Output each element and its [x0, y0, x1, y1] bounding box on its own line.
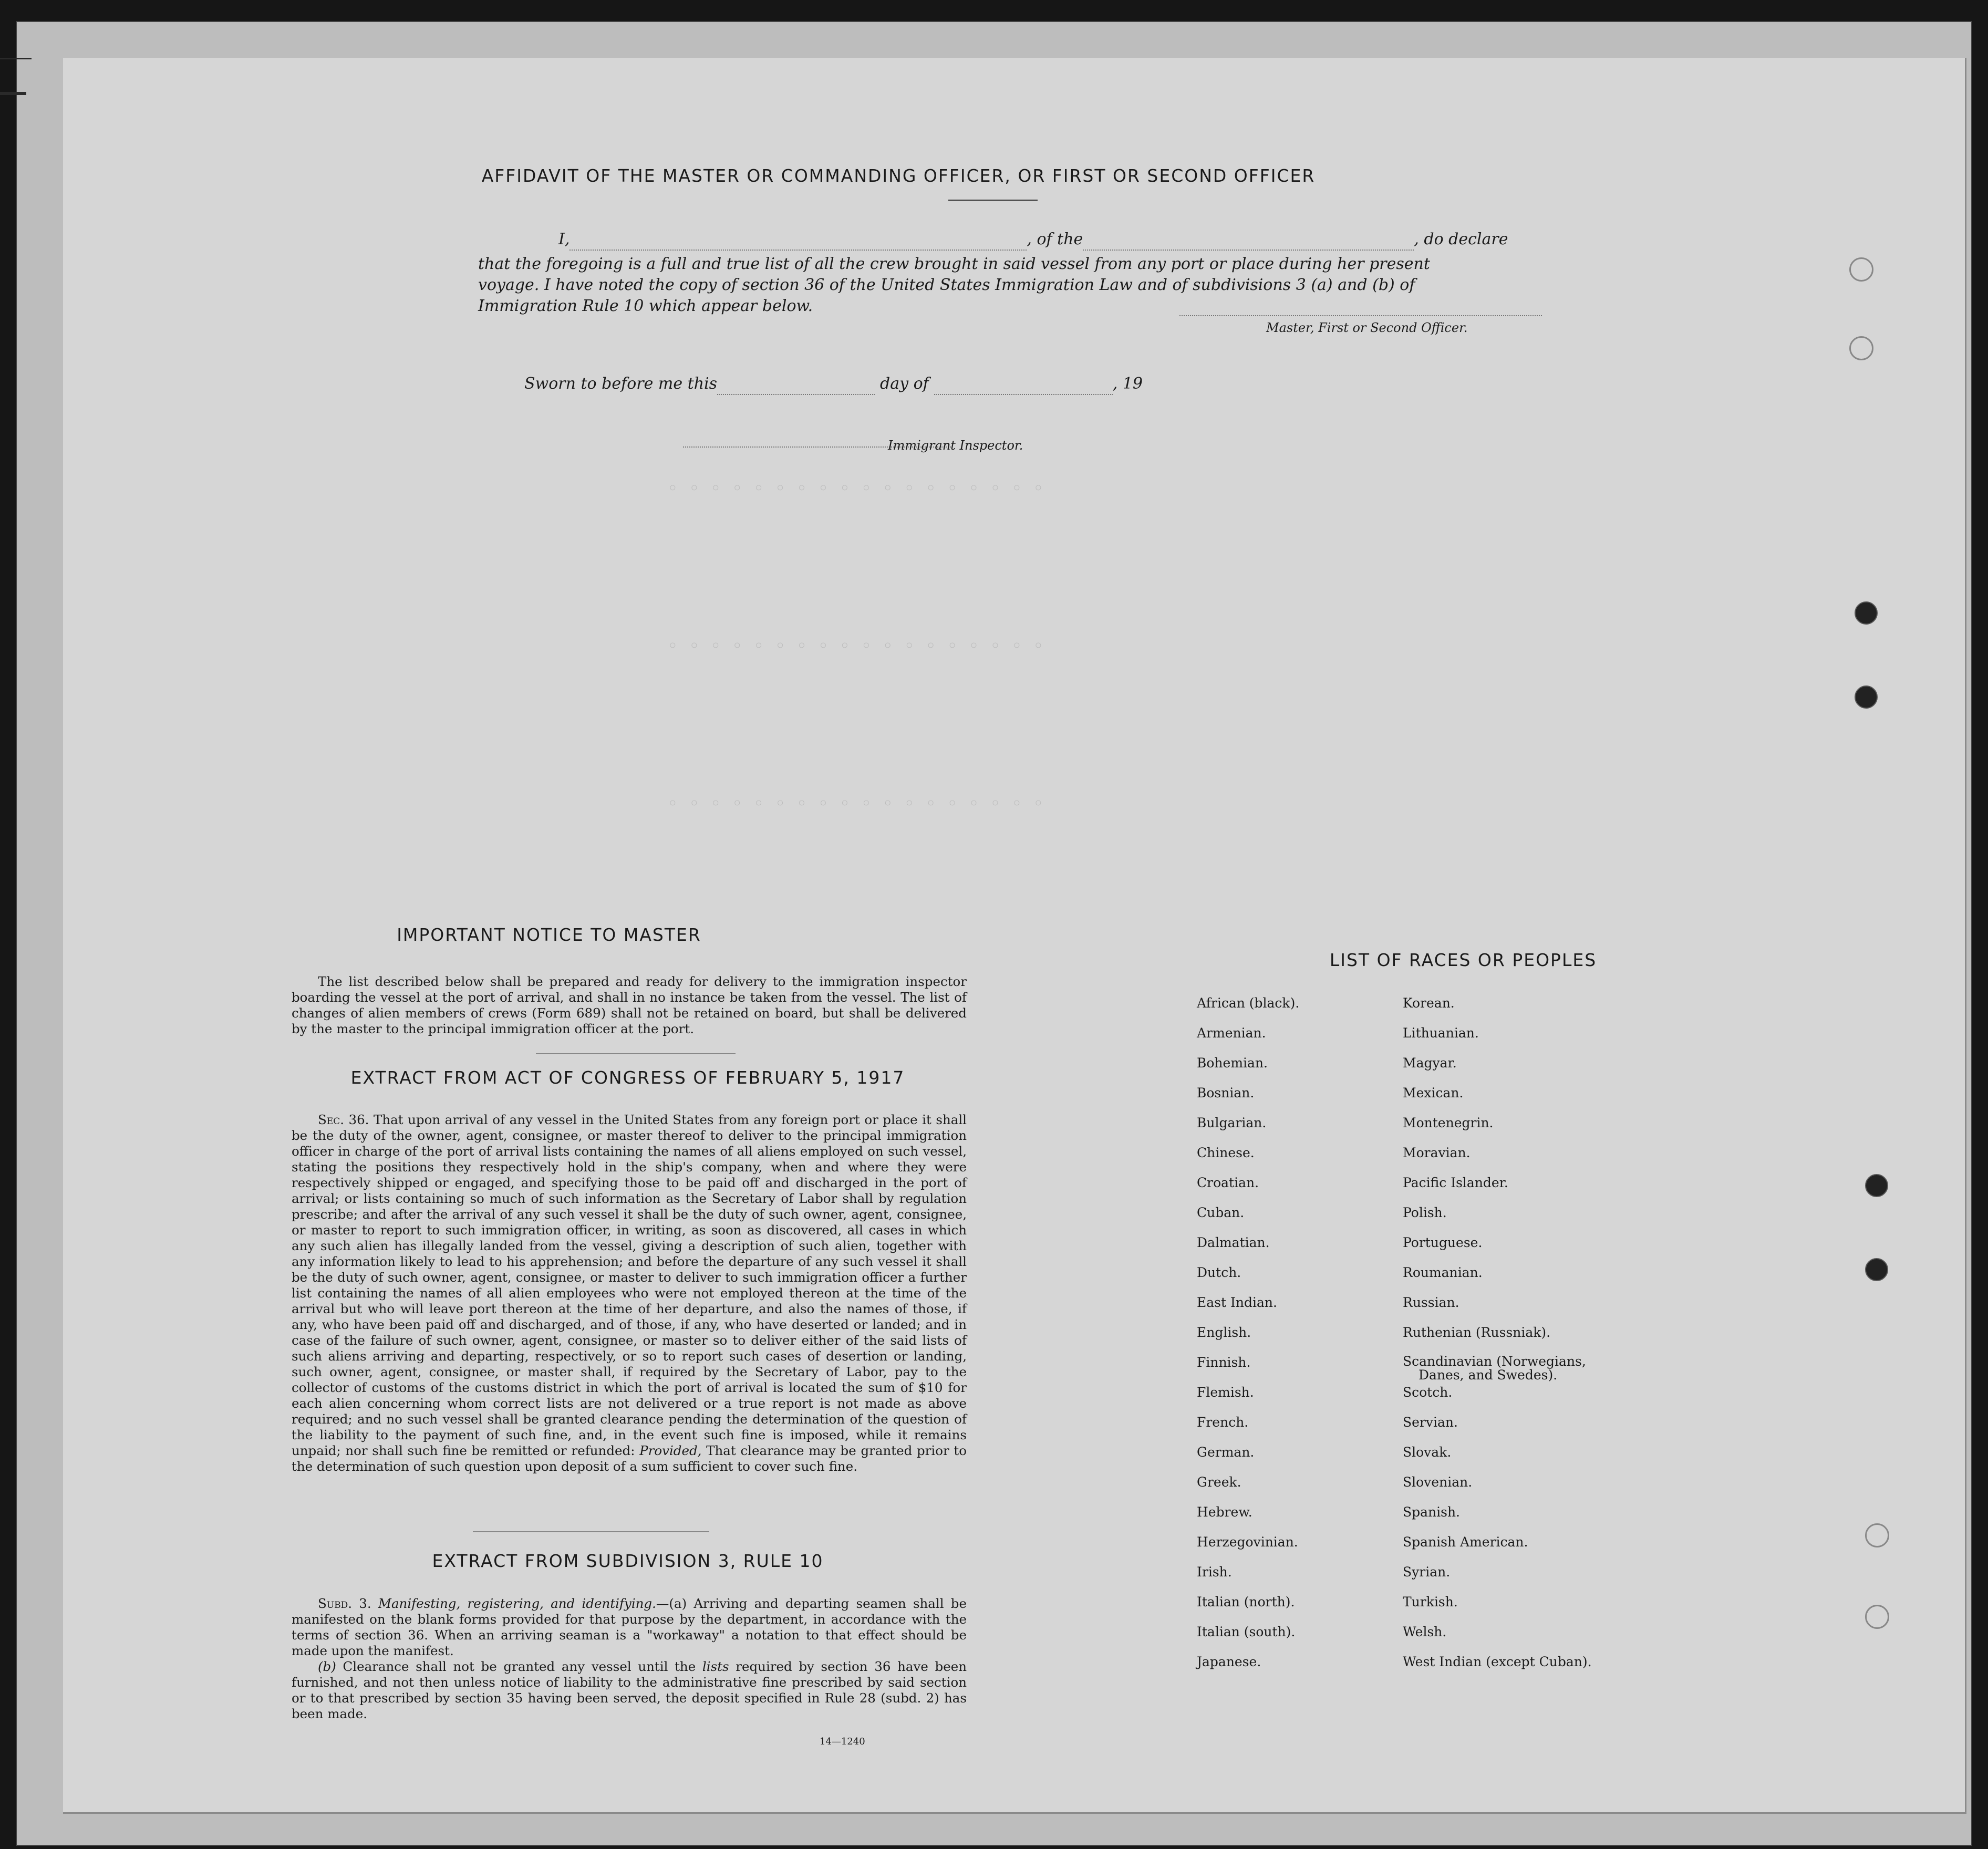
- race-item: Armenian.: [1197, 1025, 1266, 1041]
- act-body: That upon arrival of any vessel in the United States from any foreign port or place it shall be the duty of the owner, agent, consignee, or master thereof to deliver to the principal immigration officer in charge of the port of arrival lists containing the names of all aliens employed on such vessel, stating the positions they respectively hold in the ship's company, when and where they were respectively shipped or engaged, and specifying those to be paid off and discharged in the port of arrival; or lists containing so much of such information as the Secretary of Labor shall by regulation prescribe; and after the arrival of any such vessel it shall be the duty of such owner, agent, consignee, or master to report to such immigration officer, in writing, as soon as discovered, all cases in which any such alien has illegally landed from the vessel, giving a description of such alien, together with any information likely to lead to his apprehension; and before the departure of any such vessel it shall be the duty of such owner, agent, consignee, or master to deliver to such immigration officer a further list containing the names of all alien employees who were not employed thereon at the time of the arrival but who will leave port thereon at the time of her departure, and also the names of those, if any, who have been paid off and discharged, and of those, if any, who have deserted or landed; and in case of the failure of such owner, agent, consignee, or master so to deliver either of the said lists of such aliens arriving and departing, respectively, or so to report such cases of desertion or landing, such owner, agent, consignee, or master shall, if required by the Secretary of Labor, pay to the collector of customs of the customs district in which the port of arrival is located the sum of $10 for each alien concerning whom correct lists are not delivered or a true report is not made as above required; and no such vessel shall be granted clearance pending the determination of the question of the liability to the payment of such fine, and, in the event such fine is imposed, while it remains unpaid; nor shall such fine be remitted or refunded:: [292, 1112, 967, 1458]
- race-item: German.: [1197, 1445, 1255, 1460]
- races-title: LIST OF RACES OR PEOPLES: [1329, 950, 1597, 970]
- punch-hole: [1855, 601, 1878, 625]
- race-item: Turkish.: [1403, 1594, 1458, 1609]
- punch-hole: [1849, 336, 1873, 360]
- race-item: Spanish.: [1403, 1504, 1461, 1520]
- rule-part-b-1: Clearance shall not be granted any vessel until the: [343, 1659, 696, 1674]
- race-item: West Indian (except Cuban).: [1403, 1654, 1592, 1669]
- race-item: Welsh.: [1403, 1624, 1447, 1639]
- race-item: Cuban.: [1197, 1205, 1245, 1220]
- race-item: Dalmatian.: [1197, 1235, 1270, 1250]
- rule-part-b-label: (b): [318, 1659, 336, 1674]
- race-item: Portuguese.: [1403, 1235, 1483, 1250]
- bleed-through-text: ◦ ◦ ◦ ◦ ◦ ◦ ◦ ◦ ◦ ◦ ◦ ◦ ◦ ◦ ◦ ◦ ◦ ◦: [667, 793, 1044, 814]
- race-item: Servian.: [1403, 1415, 1458, 1430]
- race-item: East Indian.: [1197, 1295, 1277, 1310]
- affidavit-declare: , do declare: [1414, 230, 1508, 248]
- punch-hole: [1865, 1605, 1889, 1629]
- day-of-text: day of: [880, 375, 929, 393]
- race-item: Russian.: [1403, 1295, 1459, 1310]
- section-rule: [536, 1053, 736, 1054]
- race-item: Finnish.: [1197, 1355, 1251, 1370]
- affidavit-line-1: [522, 228, 1562, 251]
- race-item: Ruthenian (Russniak).: [1403, 1325, 1551, 1340]
- race-item: Bohemian.: [1197, 1055, 1268, 1071]
- race-item: Italian (north).: [1197, 1594, 1295, 1609]
- race-item: Italian (south).: [1197, 1624, 1296, 1639]
- sworn-line: [524, 373, 1312, 395]
- rule-part-b-lists: lists: [702, 1659, 729, 1674]
- bleed-through-text: ◦ ◦ ◦ ◦ ◦ ◦ ◦ ◦ ◦ ◦ ◦ ◦ ◦ ◦ ◦ ◦ ◦ ◦: [667, 636, 1044, 657]
- race-item: Magyar.: [1403, 1055, 1457, 1071]
- inspector-caption: Immigrant Inspector.: [888, 438, 1023, 453]
- races-left-column: [1197, 995, 1299, 1684]
- rule-extract-title: EXTRACT FROM SUBDIVISION 3, RULE 10: [432, 1551, 824, 1571]
- race-item: Slovak.: [1403, 1445, 1452, 1460]
- act-body-end: That clearance may be granted prior to the determination of such question upon deposit of a sum sufficient to cover such fine.: [292, 1443, 967, 1474]
- race-item-scandinavian: Scandinavian (Norwegians,: [1403, 1354, 1586, 1369]
- notice-title: IMPORTANT NOTICE TO MASTER: [397, 924, 701, 945]
- rule-part-a: —(a) Arriving and departing seamen shall be manifested on the blank forms provided for that purpose by the department, in accordance with the terms of section 36. When an arriving seaman is a "workaway" a notation to that effect should be made upon the manifest.: [292, 1596, 967, 1658]
- section-rule: [473, 1531, 709, 1532]
- race-item: Montenegrin.: [1403, 1115, 1494, 1130]
- subd-heading: Manifesting, registering, and identifying.: [378, 1596, 656, 1611]
- rule-part-b-2: required by section 36 have been furnished, and not then unless notice of liability to the administrative fine prescribed by said section or to that prescribed by section 35 having been served, the deposit specified in Rule 28 (subd. 2) has been made.: [292, 1659, 967, 1721]
- race-item: Flemish.: [1197, 1385, 1254, 1400]
- race-item: Croatian.: [1197, 1175, 1259, 1190]
- race-item: Pacific Islander.: [1403, 1175, 1508, 1190]
- notice-text: [292, 974, 967, 1037]
- race-item: English.: [1197, 1325, 1251, 1340]
- race-item: Roumanian.: [1403, 1265, 1483, 1280]
- form-number: 14—1240: [820, 1736, 865, 1747]
- affidavit-i: I,: [558, 230, 570, 248]
- sworn-text: Sworn to before me this: [524, 375, 718, 393]
- race-item: Chinese.: [1197, 1145, 1255, 1160]
- punch-hole: [1865, 1258, 1888, 1281]
- master-name-field[interactable]: [570, 250, 1027, 251]
- race-item: Lithuanian.: [1403, 1025, 1479, 1041]
- title-rule: [948, 200, 1038, 201]
- bleed-through-text: ◦ ◦ ◦ ◦ ◦ ◦ ◦ ◦ ◦ ◦ ◦ ◦ ◦ ◦ ◦ ◦ ◦ ◦: [667, 478, 1044, 499]
- race-item-scandinavian-cont: Danes, and Swedes).: [1418, 1367, 1558, 1383]
- race-item: African (black).: [1197, 995, 1300, 1011]
- affidavit-title: AFFIDAVIT OF THE MASTER OR COMMANDING OFFICER, OR FIRST OR SECOND OFFICER: [481, 165, 1316, 186]
- race-item: [1403, 1355, 1592, 1385]
- sec-label: Sec. 36.: [318, 1112, 369, 1127]
- race-item: Scotch.: [1403, 1385, 1453, 1400]
- race-item: Mexican.: [1403, 1085, 1464, 1100]
- signature-caption: Master, First or Second Officer.: [1266, 320, 1468, 335]
- race-item: Hebrew.: [1197, 1504, 1252, 1520]
- rule-extract-text: [292, 1596, 967, 1722]
- act-extract-text: [292, 1112, 967, 1474]
- act-provided: Provided,: [639, 1443, 702, 1458]
- race-item: Bosnian.: [1197, 1085, 1255, 1100]
- race-item: Irish.: [1197, 1564, 1232, 1580]
- race-item: Greek.: [1197, 1474, 1241, 1490]
- punch-hole: [1855, 685, 1878, 709]
- edge-mark: [0, 58, 32, 59]
- race-item: Dutch.: [1197, 1265, 1241, 1280]
- act-extract-title: EXTRACT FROM ACT OF CONGRESS OF FEBRUARY 5, 1917: [350, 1067, 905, 1088]
- day-field[interactable]: [717, 394, 875, 395]
- year-text: , 19: [1112, 375, 1143, 393]
- race-item: Slovenian.: [1403, 1474, 1473, 1490]
- affidavit-line-4: Immigration Rule 10 which appear below.: [478, 297, 813, 315]
- notice-body: The list described below shall be prepared and ready for delivery to the immigration inspector boarding the vessel at the port of arrival, and shall in no instance be taken from the vessel. The list of changes of alien members of crews (Form 689) shall not be retained on board, but shall be delivered by the master to the principal immigration officer at the port.: [292, 974, 967, 1036]
- month-field[interactable]: [934, 394, 1113, 395]
- race-item: Syrian.: [1403, 1564, 1451, 1580]
- race-item: Herzegovinian.: [1197, 1534, 1298, 1550]
- race-item: Spanish American.: [1403, 1534, 1528, 1550]
- race-item: Japanese.: [1197, 1654, 1261, 1669]
- affidavit-line-2: that the foregoing is a full and true list of all the crew brought in said vessel from any port or place during her present: [478, 255, 1430, 273]
- signature-line[interactable]: [1179, 315, 1542, 316]
- document-page: [63, 58, 1966, 1814]
- edge-mark: [0, 92, 26, 95]
- affidavit-of-the: , of the: [1027, 230, 1083, 248]
- race-item: Bulgarian.: [1197, 1115, 1267, 1130]
- race-item: Korean.: [1403, 995, 1455, 1011]
- vessel-name-field[interactable]: [1083, 250, 1414, 251]
- punch-hole: [1865, 1523, 1889, 1547]
- races-right-column: [1403, 995, 1592, 1684]
- punch-hole: [1865, 1174, 1888, 1197]
- race-item: Polish.: [1403, 1205, 1447, 1220]
- subd-label: Subd. 3.: [318, 1596, 371, 1611]
- race-item: French.: [1197, 1415, 1249, 1430]
- race-item: Moravian.: [1403, 1145, 1471, 1160]
- punch-hole: [1849, 257, 1873, 282]
- affidavit-line-3: voyage. I have noted the copy of section 36 of the United States Immigration Law and of subdivisions 3 (a) and (b) of: [478, 276, 1415, 294]
